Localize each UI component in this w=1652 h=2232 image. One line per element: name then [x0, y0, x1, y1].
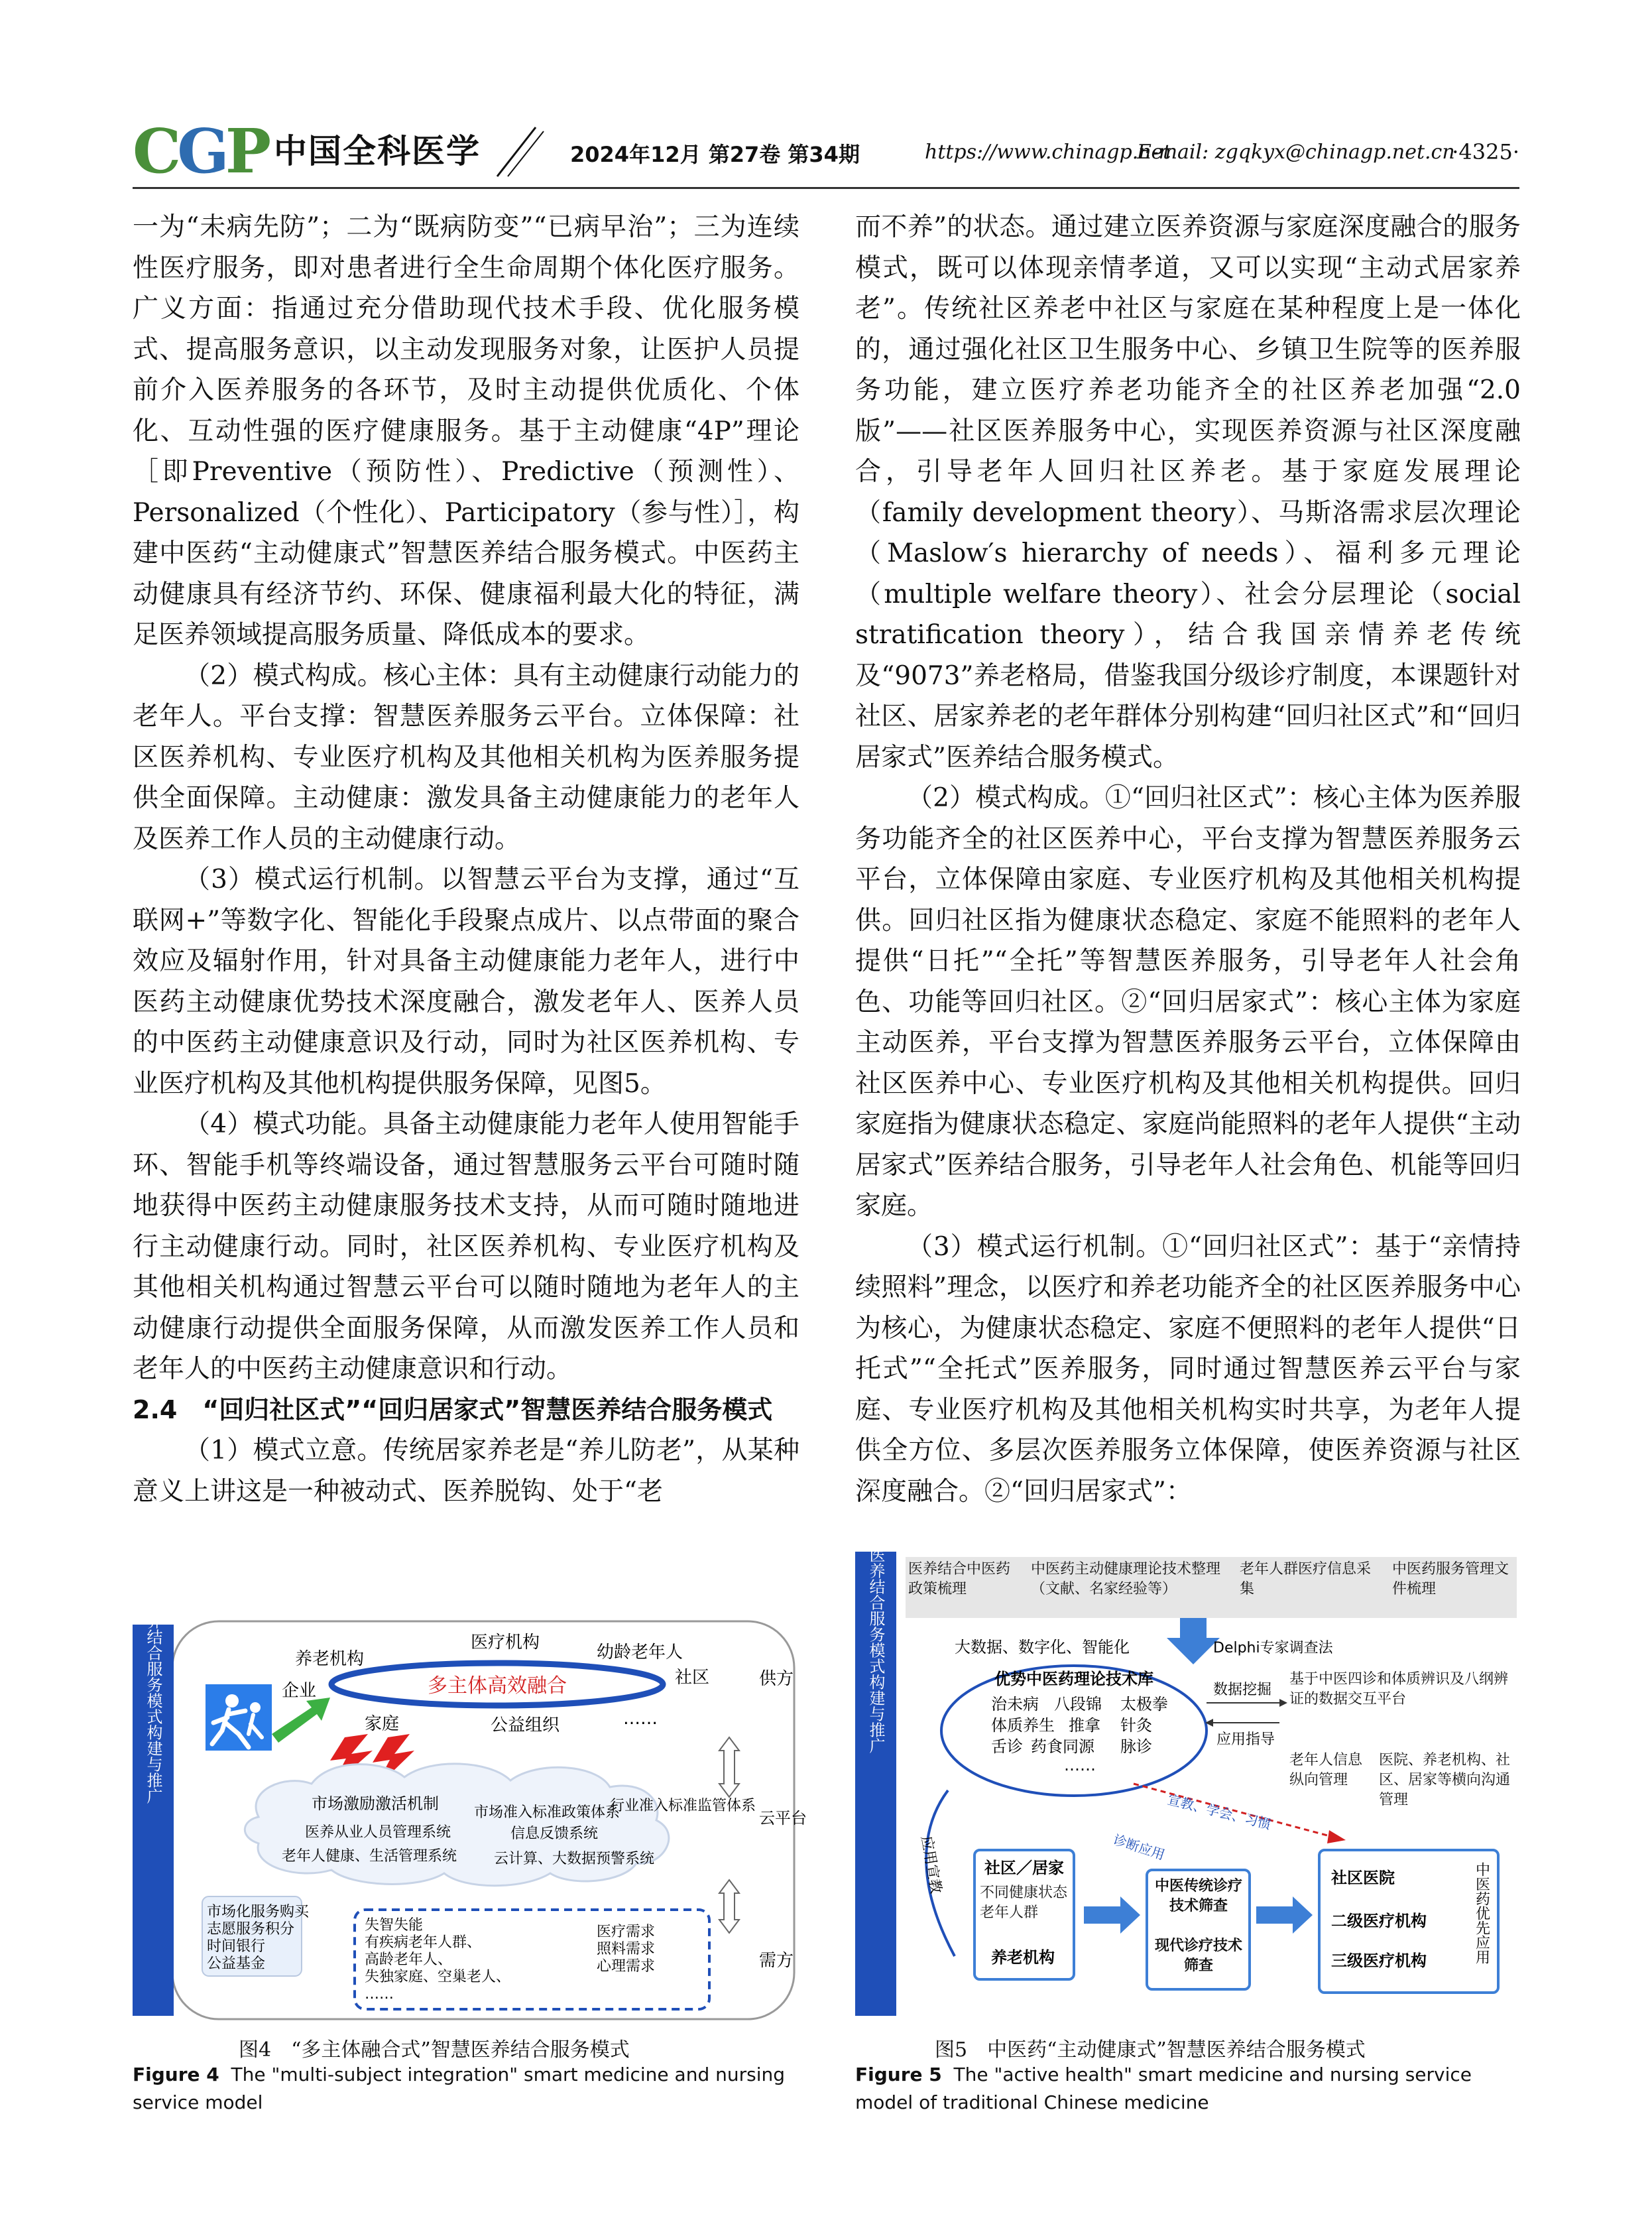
paragraph: （2）模式构成。①“回归社区式”：核心主体为医养服务功能齐全的社区医养中心，平台支撑为智慧医养服务云平台，立体保障由家庭、专业医疗机构及其他相关机构提供。回归社区指为健康状态稳定、家庭不能照料的老年人提供“日托”“全托”等智慧医养服务，引导老年人社会角色、功能等回归社区。②“回归居家式”：核心主体为家庭主动医养，平台支撑为智慧医养服务云平台，立体保障由社区医养中心、专业医疗机构及其他相关机构提供。回归家庭指为健康状态稳定、家庭尚能照料的老年人提供“主动居家式”医养结合服务，引导老年人社会角色、机能等回归家庭。 — [855, 783, 1521, 1221]
figure-5-label: Figure 5 — [855, 2064, 942, 2085]
fig5-core-item: 体质养生 — [991, 1716, 1055, 1735]
fig5-row2: Delphi专家调查法 — [1213, 1640, 1333, 1656]
fig4-label: 养老机构 — [295, 1649, 365, 1669]
fig4-green-arrow — [272, 1698, 330, 1743]
fig5-right-text: 医院、养老机构、社区、居家等横向沟通管理 — [1379, 1752, 1511, 1808]
journal-logo — [133, 115, 481, 187]
fig5-core-item: 太极拳 — [1120, 1695, 1168, 1713]
fig5-core-item: …… — [1064, 1756, 1096, 1774]
fig5-bottom-item: 社区／居家 — [984, 1859, 1064, 1877]
fig4-side-label: “多主体融合式”医养结合服务模式构建与推广 — [144, 1485, 162, 1804]
page-header — [133, 115, 1519, 187]
right-column — [855, 207, 1521, 1512]
fig4-label: 幼龄老年人 — [597, 1643, 683, 1662]
fig4-label: 医疗机构 — [471, 1633, 540, 1652]
fig4-double-arrow — [719, 1880, 739, 1933]
paragraph: 而不养”的状态。通过建立医养资源与家庭深度融合的服务模式，既可以体现亲情孝道，又可以实现“主动式居家养老”。传统社区养老中社区与家庭在某种程度上是一体化的，通过强化社区卫生服务中心、乡镇卫生院等的医养服务功能，建立医疗养老功能齐全的社区养老加强“2.0版”——社区医养服务中心，实现医养资源与社区深度融合，引导老年人回归社区养老。基于家庭发展理论（family development theory）、马斯洛需求层次理论（Maslow′s hierarchy of needs）、福利多元理论（multiple welfare theory）、社会分层理论（social stratification theory），结合我国亲情养老传统及“9073”养老格局，借鉴我国分级诊疗制度，本课题针对社区、居家养老的老年群体分别构建“回归社区式”和“回归居家式”医养结合服务模式。 — [855, 212, 1521, 773]
fig5-bottom-item: 二级医疗机构 — [1331, 1912, 1427, 1930]
paragraph: 一为“未病先防”；二为“既病防变”“已病早治”；三为连续性医疗服务，即对患者进行全生命周期个体化医疗服务。广义方面：指通过充分借助现代技术手段、优化服务模式、提高服务意识，以主动发现服务对象，让医护人员提前介入医养服务的各环节，及时主动提供优质化、个体化、互动性强的医疗健康服务。基于主动健康“4P”理论［即Preventive（预防性）、Predictive（预测性）、Personalized（个性化）、Participatory（参与性）］，构建中医药“主动健康式”智慧医养结合服务模式。中医药主动健康具有经济节约、环保、健康福利最大化的特征，满足医养领域提高服务质量、降低成本的要求。 — [133, 212, 799, 650]
fig4-bottom-item: 有疾病老年人群、 — [365, 1934, 482, 1951]
figure-4-caption-cn: 图4 “多主体融合式”智慧医养结合服务模式 — [239, 2038, 630, 2062]
fig4-cloud-item: 市场准入标准政策体系 — [474, 1804, 620, 1821]
fig5-side-label: 中医药“主动健康式”医养结合服务模式构建与推广 — [866, 1402, 885, 1754]
page-number: ·4325· — [1452, 139, 1519, 164]
fig4-bottom-item: …… — [365, 1986, 394, 2003]
fig4-right-label: 供方 — [759, 1669, 794, 1689]
fig4-label: 社区 — [675, 1668, 710, 1688]
fig4-left-item: 公益基金 — [207, 1955, 266, 1972]
fig4-label: 家庭 — [365, 1714, 400, 1734]
fig5-arrow-label: 宣教、学会、习惯 — [1165, 1791, 1273, 1833]
logo-mark: CGP — [133, 115, 267, 187]
fig5-bottom-item: 社区医院 — [1331, 1869, 1395, 1887]
fig5-top-box: 医养结合中医药政策梳理 — [908, 1561, 1011, 1597]
figure-5-diagram — [855, 1402, 1521, 2022]
issue-info: 2024年12月 第27卷 第34期 — [570, 142, 860, 167]
fig4-label: 企业 — [282, 1681, 317, 1701]
fig5-right-arrow — [1084, 1896, 1140, 1934]
figure-5-caption-en — [855, 2061, 1521, 2117]
fig4-bottom-item: 心理需求 — [597, 1958, 656, 1975]
fig5-core-item: 推拿 — [1069, 1716, 1100, 1735]
section-heading: 2.4 “回归社区式”“回归居家式”智慧医养结合服务模式 — [133, 1395, 773, 1424]
fig5-row2: 大数据、数字化、智能化 — [955, 1638, 1130, 1656]
fig5-arrow-label: 应用指导 — [1216, 1731, 1275, 1748]
fig5-bottom-item: 不同健康状态老年人群 — [980, 1885, 1068, 1921]
fig4-left-item: 志愿服务积分 — [207, 1921, 295, 1938]
fig4-bottom-item: 失智失能 — [365, 1917, 424, 1934]
fig4-right-label: 需方 — [759, 1951, 794, 1971]
fig4-cloud-item: 信息反馈系统 — [510, 1826, 599, 1842]
fig4-label: 公益组织 — [491, 1715, 560, 1735]
fig4-cloud-item: 老年人健康、生活管理系统 — [282, 1848, 457, 1865]
paragraph: （3）模式运行机制。①“回归社区式”：基于“亲情持续照料”理念，以医疗和养老功能齐全的社区医养服务中心为核心，为健康状态稳定、家庭不便照料的老年人提供“日托式”“全托式”医养服务，同时通过智慧医养云平台与家庭、专业医疗机构及其他相关机构实时共享，为老年人提供全方位、多层次医养服务立体保障，使医养资源与社区深度融合。②“回归居家式”： — [855, 1231, 1521, 1507]
email-link[interactable]: E-mail: zgqkyx@chinagp.net.cn — [1137, 141, 1455, 164]
figure-4-caption-en — [133, 2061, 799, 2117]
figure-5-caption-cn: 图5 中医药“主动健康式”智慧医养结合服务模式 — [935, 2038, 1366, 2062]
fig5-arrow-label: 应用宣教 — [917, 1834, 944, 1895]
fig4-bottom-item: 失独家庭、空巢老人、 — [365, 1969, 511, 1985]
fig4-label: …… — [623, 1709, 658, 1729]
fig4-double-arrow — [719, 1737, 739, 1797]
fig4-right-label: 云平台 — [759, 1809, 807, 1828]
fig4-cloud-item: 市场激励激活机制 — [312, 1794, 439, 1813]
header-divider-icon — [484, 118, 544, 184]
fig5-right-text: 基于中医四诊和体质辨识及八纲辨证的数据交互平台 — [1289, 1671, 1509, 1707]
fig5-top-box: 中医药主动健康理论技术整理（文献、名家经验等） — [1031, 1561, 1221, 1597]
fig5-bottom-item: 中医传统诊疗技术筛查 — [1154, 1878, 1242, 1914]
paragraph: （3）模式运行机制。以智慧云平台为支撑，通过“互联网+”等数字化、智能化手段聚点成片、以点带面的聚合效应及辐射作用，针对具备主动健康能力老年人，进行中医药主动健康优势技术深度融合，激发老年人、医养人员的中医药主动健康意识及行动，同时为社区医养机构、专业医疗机构及其他机构提供服务保障，见图5。 — [133, 865, 799, 1099]
journal-name: 中国全科医学 — [274, 132, 481, 170]
figure-4-label: Figure 4 — [133, 2064, 219, 2085]
fig5-bottom-item: 养老机构 — [991, 1948, 1055, 1967]
fig4-center-text: 多主体高效融合 — [428, 1674, 567, 1698]
fig5-right-arrow — [1256, 1896, 1313, 1934]
fig4-bottom-item: 照料需求 — [597, 1941, 656, 1957]
fig5-core-item: 八段锦 — [1054, 1695, 1102, 1713]
fig4-cloud-item: 云计算、大数据预警系统 — [494, 1851, 655, 1867]
fig5-arrow-label: 数据挖掘 — [1213, 1682, 1272, 1698]
fig5-core-title: 优势中医药理论技术库 — [994, 1670, 1153, 1688]
website-link[interactable]: https://www.chinagp.net — [925, 141, 1171, 164]
figure-4-diagram — [133, 1485, 807, 2022]
fig4-cloud-item: 医养从业人员管理系统 — [305, 1824, 451, 1841]
figure-4 — [133, 1485, 807, 2022]
fig5-core-item: 舌诊 — [991, 1737, 1023, 1756]
fig5-core-item: 药食同源 — [1031, 1737, 1094, 1756]
fig4-left-item: 市场化服务购买 — [207, 1904, 310, 1920]
header-rule — [133, 187, 1519, 189]
fig5-top-box: 老年人群医疗信息采集 — [1240, 1561, 1372, 1597]
fig5-vertical-label: 中医药优先应用 — [1473, 1862, 1490, 1964]
figure-5 — [855, 1402, 1521, 2022]
paragraph: （2）模式构成。核心主体：具有主动健康行动能力的老年人。平台支撑：智慧医养服务云平台。立体保障：社区医养机构、专业医疗机构及其他相关机构为医养服务提供全面保障。主动健康：激发具备主动健康能力的老年人及医养工作人员的主动健康行动。 — [133, 660, 799, 854]
fig5-bottom-item: 三级医疗机构 — [1331, 1952, 1427, 1970]
fig4-cloud-item: 行业准入标准监管体系 — [610, 1798, 756, 1814]
fig4-left-item: 时间银行 — [207, 1938, 266, 1955]
fig5-arrow-label: 诊断应用 — [1111, 1831, 1167, 1863]
figure-5-caption-text: The "active health" smart medicine and nursing service model of traditional Chinese medicine — [855, 2064, 1472, 2113]
fig5-core-item: 针灸 — [1120, 1716, 1152, 1735]
fig5-top-box: 中医药服务管理文件梳理 — [1392, 1561, 1509, 1597]
paragraph: （1）模式立意。传统居家养老是“养儿防老”，从某种意义上讲这是一种被动式、医养脱钩、处于“老 — [133, 1436, 799, 1507]
fig5-bottom-item: 现代诊疗技术筛查 — [1154, 1938, 1242, 1974]
paragraph: （4）模式功能。具备主动健康能力老年人使用智能手环、智能手机等终端设备，通过智慧服务云平台可随时随地获得中医药主动健康服务技术支持，从而可随时随地进行主动健康行动。同时，社区医养机构、专业医疗机构及其他相关机构通过智慧云平台可以随时随地为老年人的主动健康行动提供全面服务保障，从而激发医养工作人员和老年人的中医药主动健康意识和行动。 — [133, 1109, 799, 1384]
fig4-bottom-item: 高龄老年人、 — [365, 1952, 453, 1968]
fig5-core-item: 治未病 — [991, 1695, 1039, 1713]
fig5-down-arrow — [1167, 1618, 1220, 1664]
left-column — [133, 207, 799, 1512]
figure-4-caption-text: The "multi-subject integration" smart medicine and nursing service model — [133, 2064, 786, 2113]
fig4-bottom-item: 医疗需求 — [597, 1924, 656, 1940]
fig5-core-item: 脉诊 — [1120, 1737, 1152, 1756]
fig5-right-text: 老年人信息纵向管理 — [1289, 1752, 1363, 1788]
